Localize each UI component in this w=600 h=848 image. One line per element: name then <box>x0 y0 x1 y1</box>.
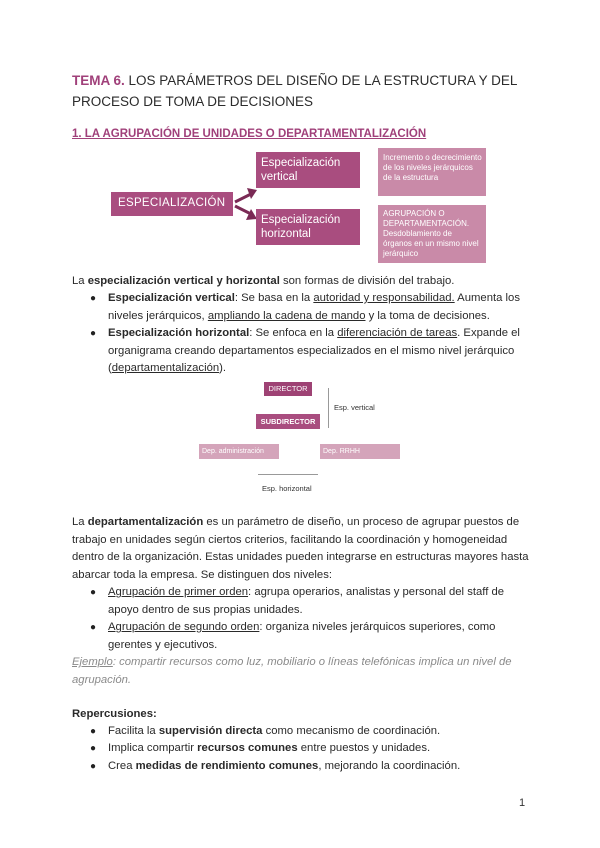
org-dept-right: Dep. RRHH <box>320 444 400 459</box>
list-item <box>108 740 536 758</box>
page-number: 1 <box>519 797 526 809</box>
org-director: DIRECTOR <box>264 382 312 396</box>
li-text: Aumenta los niveles jerárquicos, <box>108 292 520 322</box>
li-text: : Se enfoca en la <box>249 327 338 339</box>
org-horizontal-line <box>258 474 318 475</box>
list-item-primer-orden <box>108 584 536 619</box>
dept-pre: La <box>72 516 88 528</box>
li-text: : agrupa operarios, analistas y personal del staff de apoyo dentro de sus propias unidades. <box>108 586 505 616</box>
bullet-dot: ● <box>90 587 97 598</box>
li-text: Facilita la <box>108 725 159 737</box>
org-dept-left: Dep. administración <box>199 444 279 459</box>
org-horizontal-label: Esp. horizontal <box>262 484 312 493</box>
li-underline: diferenciación de tareas <box>337 327 458 339</box>
diagram-especializacion: ESPECIALIZACIÓN <box>111 192 233 216</box>
intro-pre: La <box>72 275 88 287</box>
section-heading: 1. LA AGRUPACIÓN DE UNIDADES O DEPARTAMENTALIZACIÓN <box>72 128 427 140</box>
list-item-horizontal <box>108 325 536 378</box>
li-bold: recursos comunes <box>197 742 298 754</box>
list-item <box>108 758 536 776</box>
li-text: : Se basa en la <box>234 292 314 304</box>
li-bold: Especialización horizontal <box>108 327 250 339</box>
li-text: . Expande el organigrama creando departamentos especializados en el mismo nivel jerárquico ( <box>108 327 520 374</box>
bullet-dot: ● <box>90 622 97 633</box>
intro-paragraph <box>72 273 534 291</box>
diagram-horizontal: Especialización horizontal <box>256 209 360 245</box>
bullet-dot: ● <box>90 328 97 339</box>
example-paragraph <box>72 654 534 689</box>
li-underline: Agrupación de segundo orden <box>108 621 260 633</box>
li-text: entre puestos y unidades. <box>297 742 431 754</box>
dept-paragraph <box>72 514 534 584</box>
org-vertical-line <box>328 388 329 428</box>
li-underline: autoridad y responsabilidad. <box>313 292 455 304</box>
li-bold: medidas de rendimiento comunes <box>135 760 319 772</box>
bullet-dot: ● <box>90 761 97 772</box>
repercussions-title: Repercusiones: <box>72 708 157 720</box>
tema-label: TEMA 6. <box>72 73 125 88</box>
li-text: y la toma de decisiones. <box>365 309 490 322</box>
li-underline: ampliando la cadena de mando <box>207 309 366 322</box>
li-bold: Especialización vertical <box>108 292 235 304</box>
org-subdirector: SUBDIRECTOR <box>256 414 320 429</box>
li-text: ). <box>219 362 227 374</box>
list-item <box>108 723 536 741</box>
li-text: como mecanismo de coordinación. <box>262 725 441 737</box>
org-vertical-label: Esp. vertical <box>334 403 375 412</box>
bullet-dot: ● <box>90 293 97 304</box>
list-item-segundo-orden <box>108 619 536 654</box>
li-underline: departamentalización <box>111 362 220 374</box>
example-text: : compartir recursos como luz, mobiliario o líneas telefónicas implica un nivel de agrupación. <box>72 656 512 686</box>
title-text: LOS PARÁMETROS DEL DISEÑO DE LA ESTRUCTURA Y DEL PROCESO DE TOMA DE DECISIONES <box>72 73 517 109</box>
example-label: Ejemplo <box>72 656 113 668</box>
intro-bold: especialización vertical y horizontal <box>87 275 280 287</box>
bullet-dot: ● <box>90 743 97 754</box>
diagram-horizontal-note: AGRUPACIÓN O DEPARTAMENTACIÓN. Desdoblamiento de órganos en un mismo nivel jerárquico <box>378 205 486 263</box>
diagram-vertical-note: Incremento o decrecimiento de los niveles jerárquicos de la estructura <box>378 148 486 196</box>
li-text: : organiza niveles jerárquicos superiores, como gerentes y ejecutivos. <box>108 621 496 651</box>
page-title <box>72 70 542 112</box>
dept-bold: departamentalización <box>87 516 204 528</box>
intro-post: son formas de división del trabajo. <box>279 275 455 287</box>
li-text: Crea <box>108 760 136 772</box>
li-bold: supervisión directa <box>158 725 263 737</box>
li-text: , mejorando la coordinación. <box>318 760 461 772</box>
li-text: Implica compartir <box>108 742 198 754</box>
diagram-vertical: Especialización vertical <box>256 152 360 188</box>
li-underline: Agrupación de primer orden <box>108 586 249 598</box>
dept-post: es un parámetro de diseño, un proceso de agrupar puestos de trabajo en unidades según ciertos criterios, facilitando la coordinación y homogeneidad dentro de la organización. Estas unidades pueden integrarse en estructuras mayores hasta abarcar toda la empresa. Se distinguen dos niveles: <box>72 516 529 581</box>
list-item-vertical <box>108 290 536 325</box>
bullet-dot: ● <box>90 726 97 737</box>
